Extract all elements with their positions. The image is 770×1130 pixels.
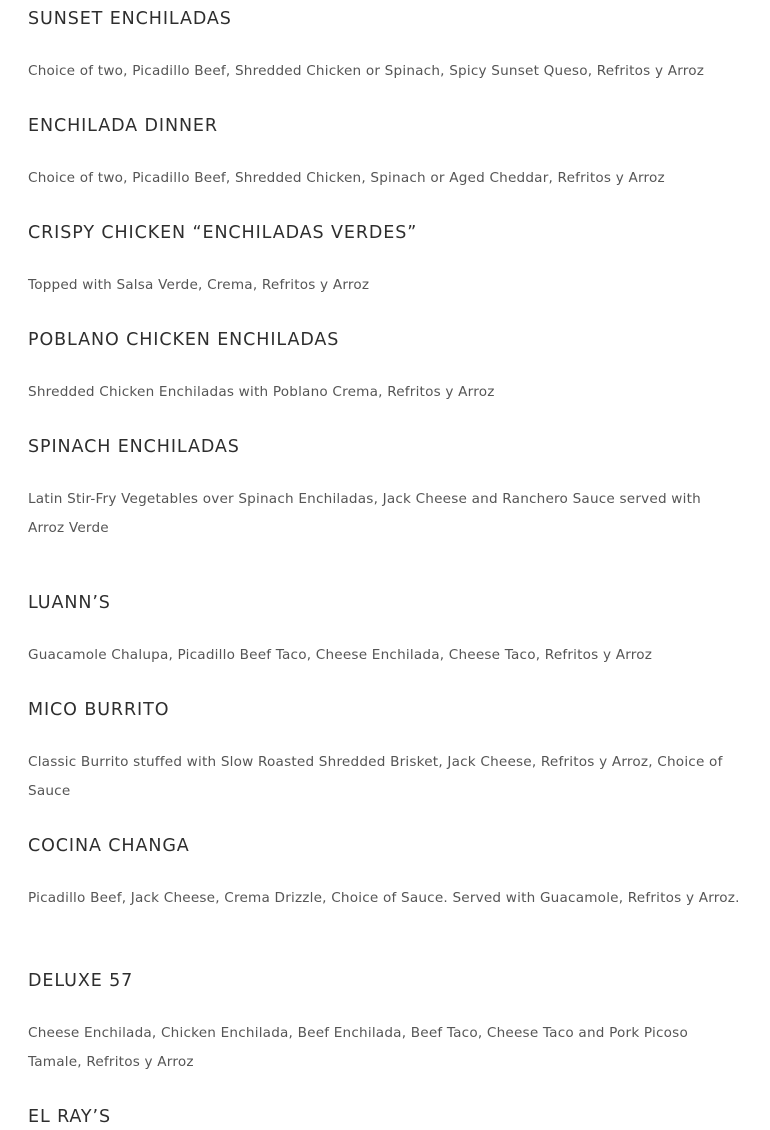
menu-item-description: Cheese Enchilada, Chicken Enchilada, Beef Enchilada, Beef Taco, Cheese Taco and Pork Picoso Tamale, Refritos y Arroz (28, 1025, 688, 1070)
menu-item-description: Topped with Salsa Verde, Crema, Refritos y Arroz (28, 277, 370, 293)
menu-item-name: MICO BURRITO (28, 700, 170, 720)
menu-item-mico-burrito (28, 699, 740, 799)
menu-item-description: Latin Stir-Fry Vegetables over Spinach Enchiladas, Jack Cheese and Ranchero Sauce served with Arroz Verde (28, 491, 701, 536)
menu-item-crispy-chicken-enchiladas-verdes (28, 222, 740, 293)
menu-item-name: SPINACH ENCHILADAS (28, 437, 240, 457)
menu-item-poblano-chicken-enchiladas (28, 329, 740, 400)
menu-item-description: Shredded Chicken Enchiladas with Poblano Crema, Refritos y Arroz (28, 384, 495, 400)
menu-item-description: Choice of two, Picadillo Beef, Shredded Chicken, Spinach or Aged Cheddar, Refritos y Arroz (28, 170, 665, 186)
menu-item-description: Classic Burrito stuffed with Slow Roasted Shredded Brisket, Jack Cheese, Refritos y Arroz, Choice of Sauce (28, 754, 723, 799)
menu-item-name: SUNSET ENCHILADAS (28, 9, 232, 29)
menu-item-name: DELUXE 57 (28, 971, 134, 991)
menu-item-name: COCINA CHANGA (28, 836, 190, 856)
menu-item-name: ENCHILADA DINNER (28, 116, 218, 136)
menu-item-el-rays (28, 1106, 740, 1128)
menu-item-luanns (28, 592, 740, 663)
menu-item-deluxe-57 (28, 970, 740, 1070)
menu-item-cocina-changa (28, 835, 740, 906)
menu-item-name: CRISPY CHICKEN “ENCHILADAS VERDES” (28, 223, 418, 243)
menu-item-description: Picadillo Beef, Jack Cheese, Crema Drizzle, Choice of Sauce. Served with Guacamole, Refritos y Arroz. (28, 890, 740, 906)
menu-item-name: POBLANO CHICKEN ENCHILADAS (28, 330, 340, 350)
menu-item-description: Choice of two, Picadillo Beef, Shredded Chicken or Spinach, Spicy Sunset Queso, Refritos y Arroz (28, 63, 705, 79)
menu-item-spinach-enchiladas (28, 436, 740, 536)
menu-item-name: LUANN’S (28, 593, 111, 613)
menu-item-sunset-enchiladas (28, 8, 740, 79)
menu-item-description: Guacamole Chalupa, Picadillo Beef Taco, Cheese Enchilada, Cheese Taco, Refritos y Arroz (28, 647, 653, 663)
menu-item-enchilada-dinner (28, 115, 740, 186)
menu-item-name: EL RAY’S (28, 1107, 111, 1127)
